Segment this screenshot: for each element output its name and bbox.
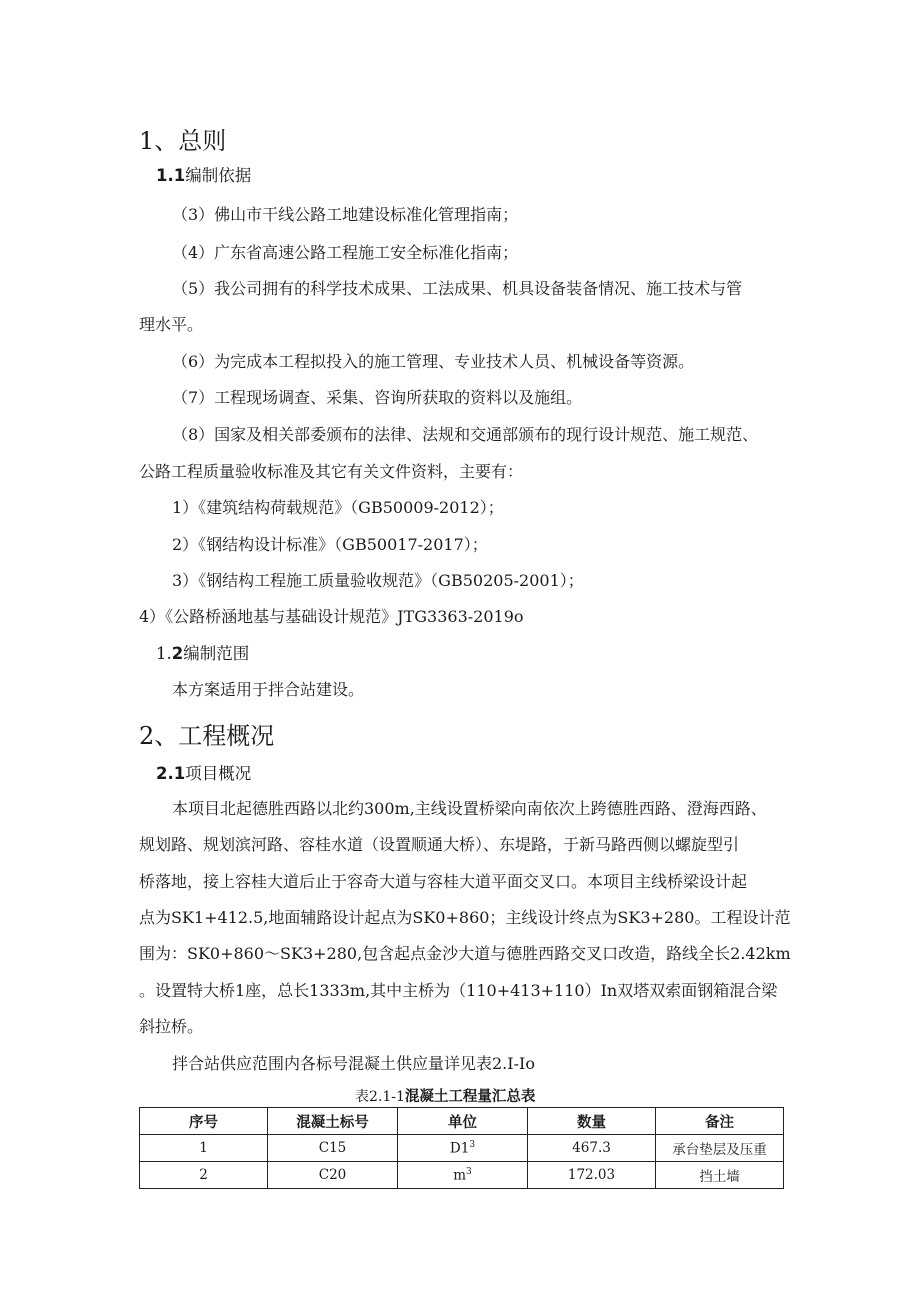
section-1-1-number: 1.1 [156, 166, 186, 185]
unit-superscript: 3 [469, 1139, 476, 1150]
section-2-1-number: 2.1 [156, 764, 186, 783]
cell-qty: 467.3 [528, 1135, 656, 1162]
basis-item-5: （5）我公司拥有的科学技术成果、工法成果、机具设备装备情况、施工技术与管 [172, 279, 743, 298]
section-2-number: 2、 [139, 722, 179, 750]
cell-grade: C20 [268, 1162, 398, 1189]
overview-line-6: 。设置特大桥1座，总长1333m,其中主桥为（110+413+110）In双塔双索面钢箱混合梁 [139, 981, 778, 1000]
table-caption-title: 混凝土工程量汇总表 [404, 1089, 536, 1105]
code-item-4: 4）《公路桥涵地基与基础设计规范》JTG3363-2019o [139, 607, 524, 626]
section-1-1-heading [156, 162, 251, 186]
basis-item-8-cont: 公路工程质量验收标准及其它有关文件资料，主要有： [139, 462, 524, 481]
section-2-heading [139, 716, 274, 751]
code-item-3: 3）《钢结构工程施工质量验收规范》（GB50205-2001）； [172, 571, 584, 590]
basis-item-8: （8）国家及相关部委颁布的法律、法规和交通部颁布的现行设计规范、施工规范、 [172, 425, 759, 444]
basis-item-4: （4）广东省高速公路工程施工安全标准化指南； [172, 243, 519, 262]
overview-line-5: 围为：SK0+860～SK3+280,包含起点金沙大道与德胜西路交叉口改造，路线全长2.42km [139, 944, 791, 963]
overview-line-1: 本项目北起德胜西路以北约300m,主线设置桥梁向南依次上跨德胜西路、澄海西路、 [172, 799, 767, 818]
scope-text: 本方案适用于拌合站建设。 [172, 680, 365, 699]
unit-text: m [453, 1167, 467, 1184]
code-item-1: 1）《建筑结构荷载规范》（GB50009-2012）； [172, 498, 504, 517]
header-grade: 混凝土标号 [268, 1108, 398, 1135]
basis-item-5-cont: 理水平。 [139, 315, 204, 334]
cell-unit [398, 1135, 528, 1162]
section-1-heading [139, 121, 226, 156]
header-note: 备注 [656, 1108, 784, 1135]
cell-no: 1 [140, 1135, 268, 1162]
cell-unit [398, 1162, 528, 1189]
table-caption-prefix: 表2.1-1 [355, 1089, 405, 1105]
overview-line-2: 规划路、规划滨河路、容桂水道（设置顺通大桥）、东堤路，于新马路西侧以螺旋型引 [139, 835, 740, 854]
unit-superscript: 3 [466, 1166, 472, 1177]
cell-note: 承台垫层及压重 [656, 1135, 784, 1162]
cell-qty: 172.03 [528, 1162, 656, 1189]
section-2-1-heading [156, 760, 251, 784]
section-2-title: 工程概况 [178, 722, 275, 750]
table-row [140, 1135, 784, 1162]
overview-line-7: 斜拉桥。 [139, 1017, 204, 1036]
cell-grade: C15 [268, 1135, 398, 1162]
table-row [140, 1162, 784, 1189]
section-1-2-number-a: 1. [156, 644, 172, 663]
overview-line-4: 点为SK1+412.5,地面辅路设计起点为SK0+860；主线设计终点为SK3+280。工程设计范 [139, 908, 791, 927]
basis-item-6: （6）为完成本工程拟投入的施工管理、专业技术人员、机械设备等资源。 [172, 352, 695, 371]
supply-text: 拌合站供应范围内各标号混凝土供应量详见表2.I-Io [172, 1054, 535, 1073]
overview-line-3: 桥落地，接上容桂大道后止于容奇大道与容桂大道平面交叉口。本项目主线桥梁设计起 [139, 872, 748, 891]
header-unit: 单位 [398, 1108, 528, 1135]
table-header-row [140, 1108, 784, 1135]
code-item-2: 2）《钢结构设计标准》（GB50017-2017）； [172, 535, 488, 554]
table-caption [355, 1085, 535, 1106]
cell-note: 挡土墙 [656, 1162, 784, 1189]
section-1-number: 1、 [139, 127, 179, 155]
cell-no: 2 [140, 1162, 268, 1189]
section-1-2-heading [156, 640, 249, 664]
unit-text: D1 [449, 1140, 470, 1157]
section-2-1-title: 项目概况 [185, 764, 252, 783]
section-1-2-title: 编制范围 [183, 644, 250, 663]
concrete-quantity-table [139, 1107, 784, 1189]
header-no: 序号 [140, 1108, 268, 1135]
section-1-title: 总则 [178, 127, 227, 155]
basis-item-3: （3）佛山市干线公路工地建设标准化管理指南； [172, 205, 519, 224]
section-1-2-number-b: 2 [171, 644, 184, 663]
section-1-1-title: 编制依据 [185, 166, 252, 185]
basis-item-7: （7）工程现场调查、采集、咨询所获取的资料以及施组。 [172, 388, 583, 407]
header-qty: 数量 [528, 1108, 656, 1135]
